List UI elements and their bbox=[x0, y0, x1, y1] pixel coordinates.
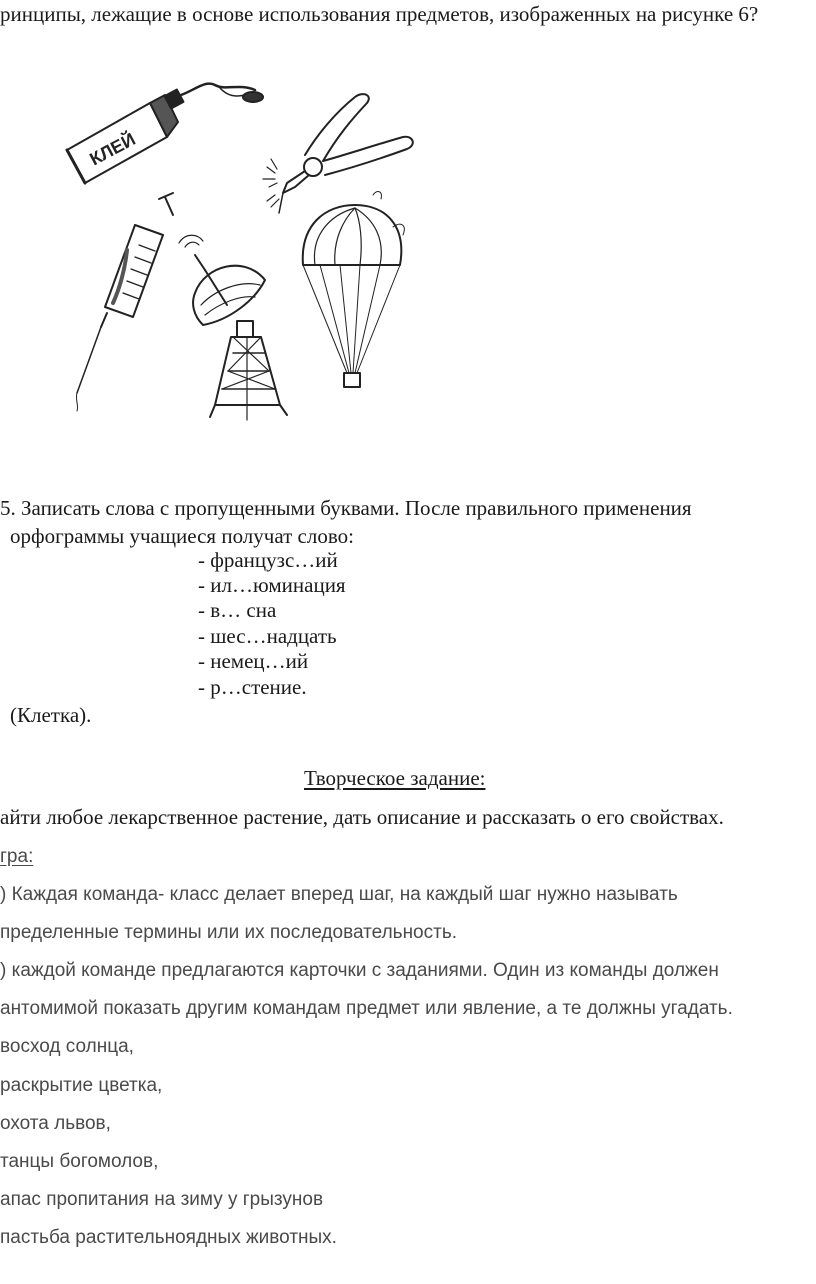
pliers-icon bbox=[263, 94, 413, 213]
creative-task-title: Творческое задание: bbox=[304, 766, 486, 790]
game-line: антомимой показать другим командам предмет или явление, а те должны угадать. bbox=[0, 998, 733, 1019]
task5-line2: орфограммы учащиеся получат слово: bbox=[10, 524, 354, 548]
game-line: охота львов, bbox=[0, 1113, 111, 1134]
word-item: - шес…надцать bbox=[198, 624, 337, 648]
word-item: - немец…ий bbox=[198, 649, 309, 673]
game-line: пределенные термины или их последовательность. bbox=[0, 922, 458, 943]
parachute-icon bbox=[303, 192, 405, 387]
satellite-dish-icon bbox=[179, 235, 287, 420]
figure-6-illustration bbox=[55, 75, 445, 435]
game-line: ) каждой команде предлагаются карточки с заданиями. Один из команды должен bbox=[0, 960, 719, 981]
game-line: танцы богомолов, bbox=[0, 1151, 159, 1172]
game-line: восход солнца, bbox=[0, 1036, 134, 1057]
question-header: ринципы, лежащие в основе использования предметов, изображенных на рисунке 6? bbox=[0, 2, 759, 26]
syringe-icon bbox=[76, 193, 173, 411]
word-item: - р…стение. bbox=[198, 675, 307, 699]
glue-label: КЛЕЙ bbox=[86, 128, 139, 170]
creative-task-text: айти любое лекарственное растение, дать описание и рассказать о его свойствах. bbox=[0, 805, 724, 829]
glue-tube-icon bbox=[67, 84, 263, 183]
game-line: ) Каждая команда- класс делает вперед шаг, на каждый шаг нужно называть bbox=[0, 884, 678, 905]
game-title: гра: bbox=[0, 846, 34, 867]
task5-line1: 5. Записать слова с пропущенными буквами. После правильного применения bbox=[0, 496, 692, 520]
task5-answer: (Клетка). bbox=[10, 703, 92, 727]
game-line: пастьба растительноядных животных. bbox=[0, 1227, 337, 1248]
word-item: - ил…юминация bbox=[198, 573, 346, 597]
game-line: раскрытие цветка, bbox=[0, 1075, 163, 1096]
word-item: - в… сна bbox=[198, 598, 277, 622]
game-line: апас пропитания на зиму у грызунов bbox=[0, 1189, 324, 1210]
illustration-svg bbox=[55, 75, 445, 435]
word-item: - французс…ий bbox=[198, 548, 338, 572]
